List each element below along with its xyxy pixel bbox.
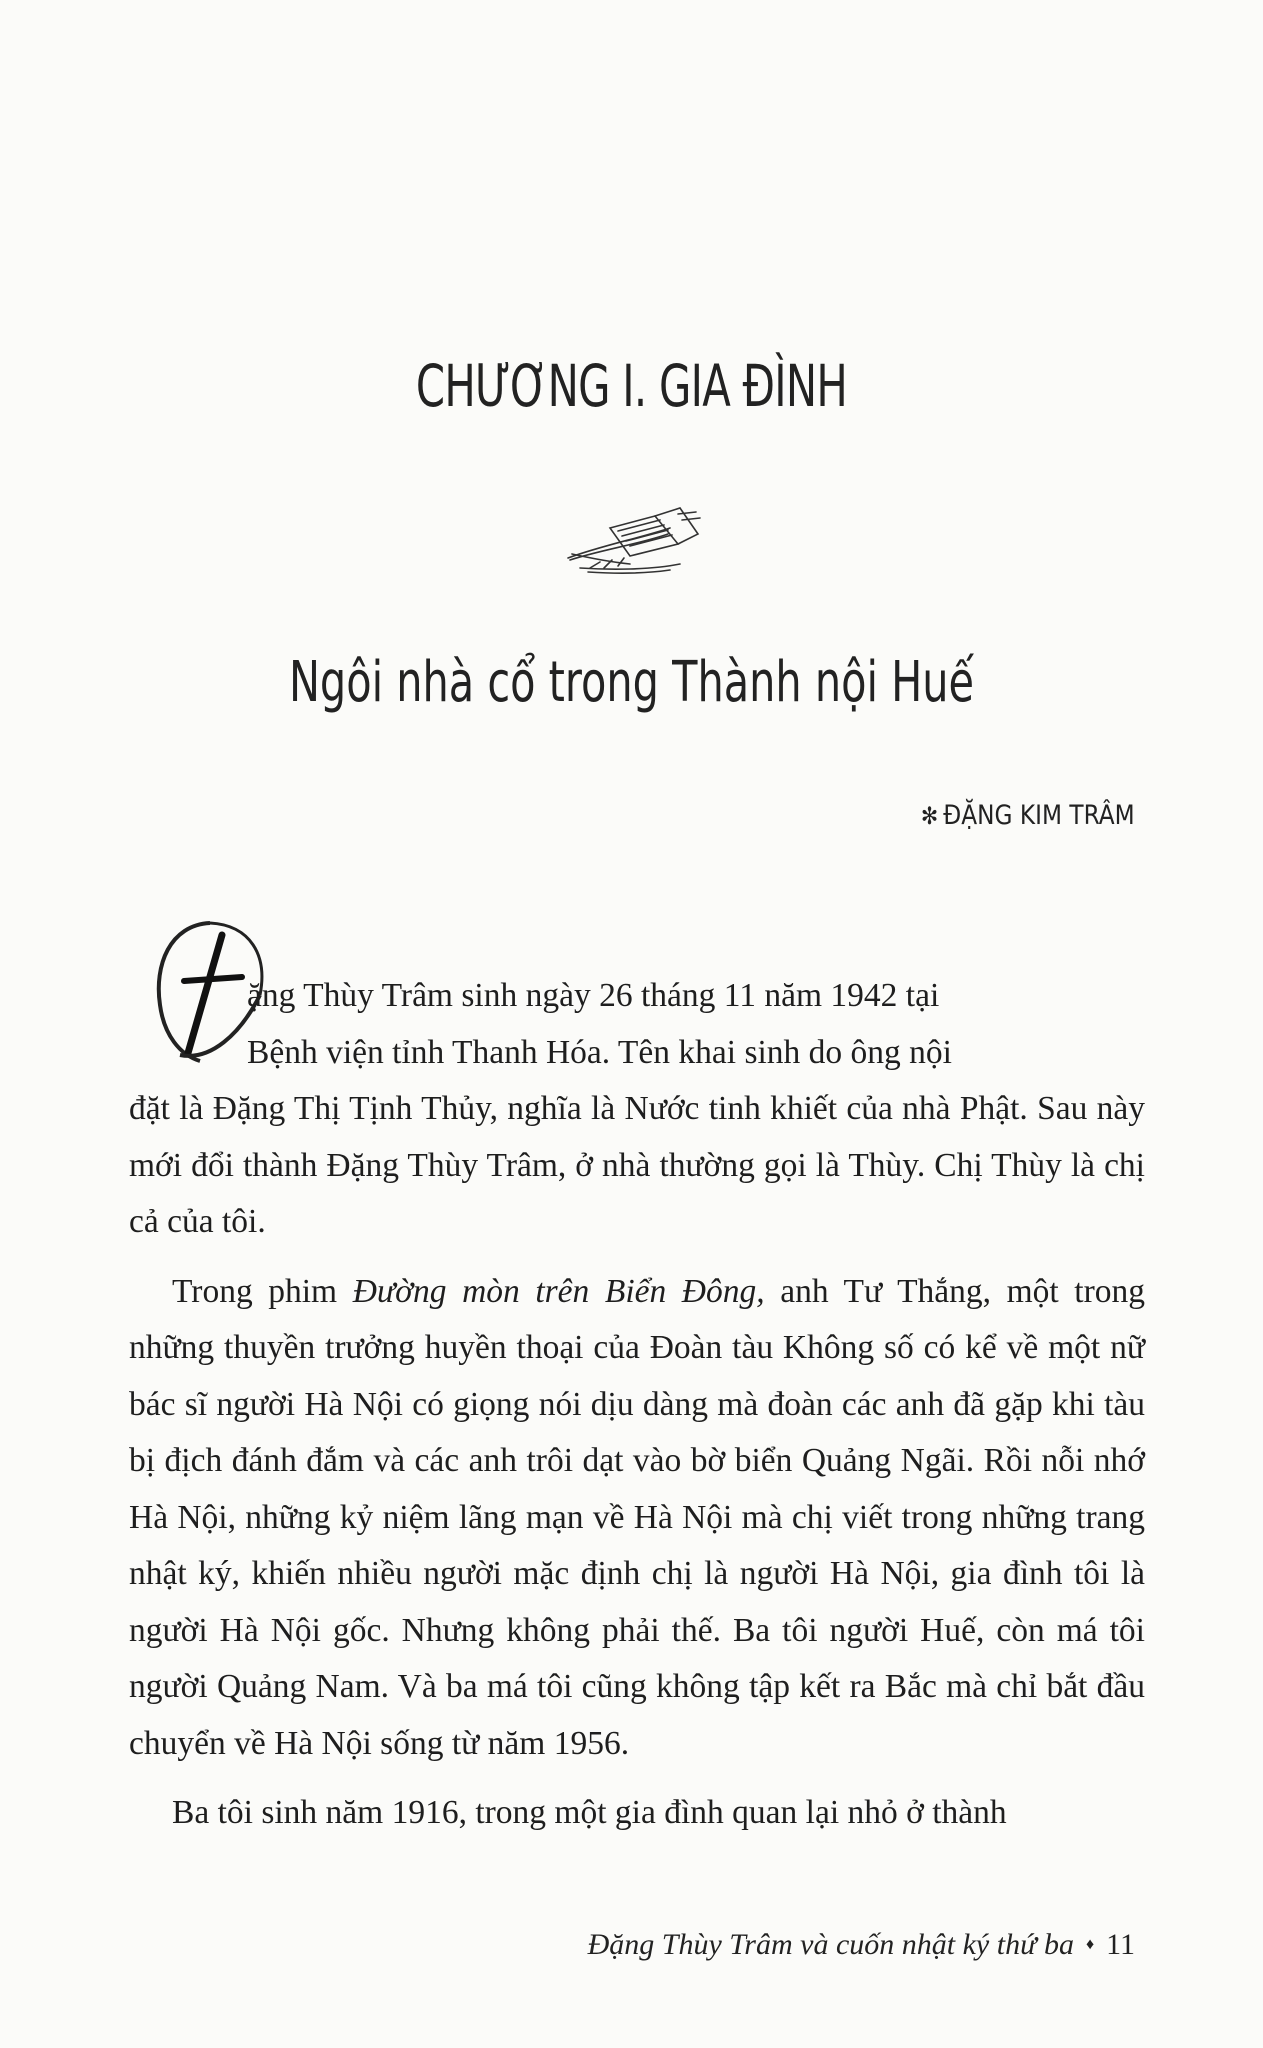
section-title: Ngôi nhà cổ trong Thành nội Huế [288,650,975,715]
chapter-title: CHƯƠNG I. GIA ĐÌNH [415,352,848,420]
paragraph-1-rest: đặt là Đặng Thị Tịnh Thủy, nghĩa là Nước tinh khiết của nhà Phật. Sau này mới đổi thành Đặng Thùy Trâm, ở nhà thường gọi là Thùy. Chị Thùy là chị cả của tôi. [129,1090,1145,1240]
body-text [129,968,1145,1842]
paragraph-1-line-2: Bệnh viện tỉnh Thanh Hóa. Tên khai sinh do ông nội [247,1033,952,1071]
quill-paper-icon [560,498,710,578]
bullet-icon: ♦ [1085,1936,1095,1953]
film-title: Đường mòn trên Biển Đông, [352,1272,765,1310]
asterisk-star-icon: ✻ [921,801,939,830]
author-name: ĐẶNG KIM TRÂM [943,800,1135,831]
paragraph-2: Trong phim Đường mòn trên Biển Đông, anh Tư Thắng, một trong những thuyền trưởng huyền thoại của Đoàn tàu Không số có kể về một nữ bác sĩ người Hà Nội có giọng nói dịu dàng mà đoàn các anh đã gặp khi tàu bị địch đánh đắm và các anh trôi dạt vào bờ biển Quảng Ngãi. Rồi nỗi nhớ Hà Nội, những kỷ niệm lãng mạn về Hà Nội mà chị viết trong những trang nhật ký, khiến nhiều người mặc định chị là người Hà Nội, gia đình tôi là người Hà Nội gốc. Nhưng không phải thế. Ba tôi người Huế, còn má tôi người Quảng Nam. Và ba má tôi cũng không tập kết ra Bắc mà chỉ bắt đầu chuyển về Hà Nội sống từ năm 1956. [129,1272,1145,1762]
book-title: Đặng Thùy Trâm và cuốn nhật ký thứ ba [587,1928,1074,1961]
running-footer [588,1928,1135,1962]
paragraph-1-line-1: ặng Thùy Trâm sinh ngày 26 tháng 11 năm 1942 tại [247,977,940,1014]
page-number: 11 [1106,1928,1135,1961]
author-line [921,800,1135,831]
paragraph-3: Ba tôi sinh năm 1916, trong một gia đình quan lại nhỏ ở thành [172,1794,1007,1831]
